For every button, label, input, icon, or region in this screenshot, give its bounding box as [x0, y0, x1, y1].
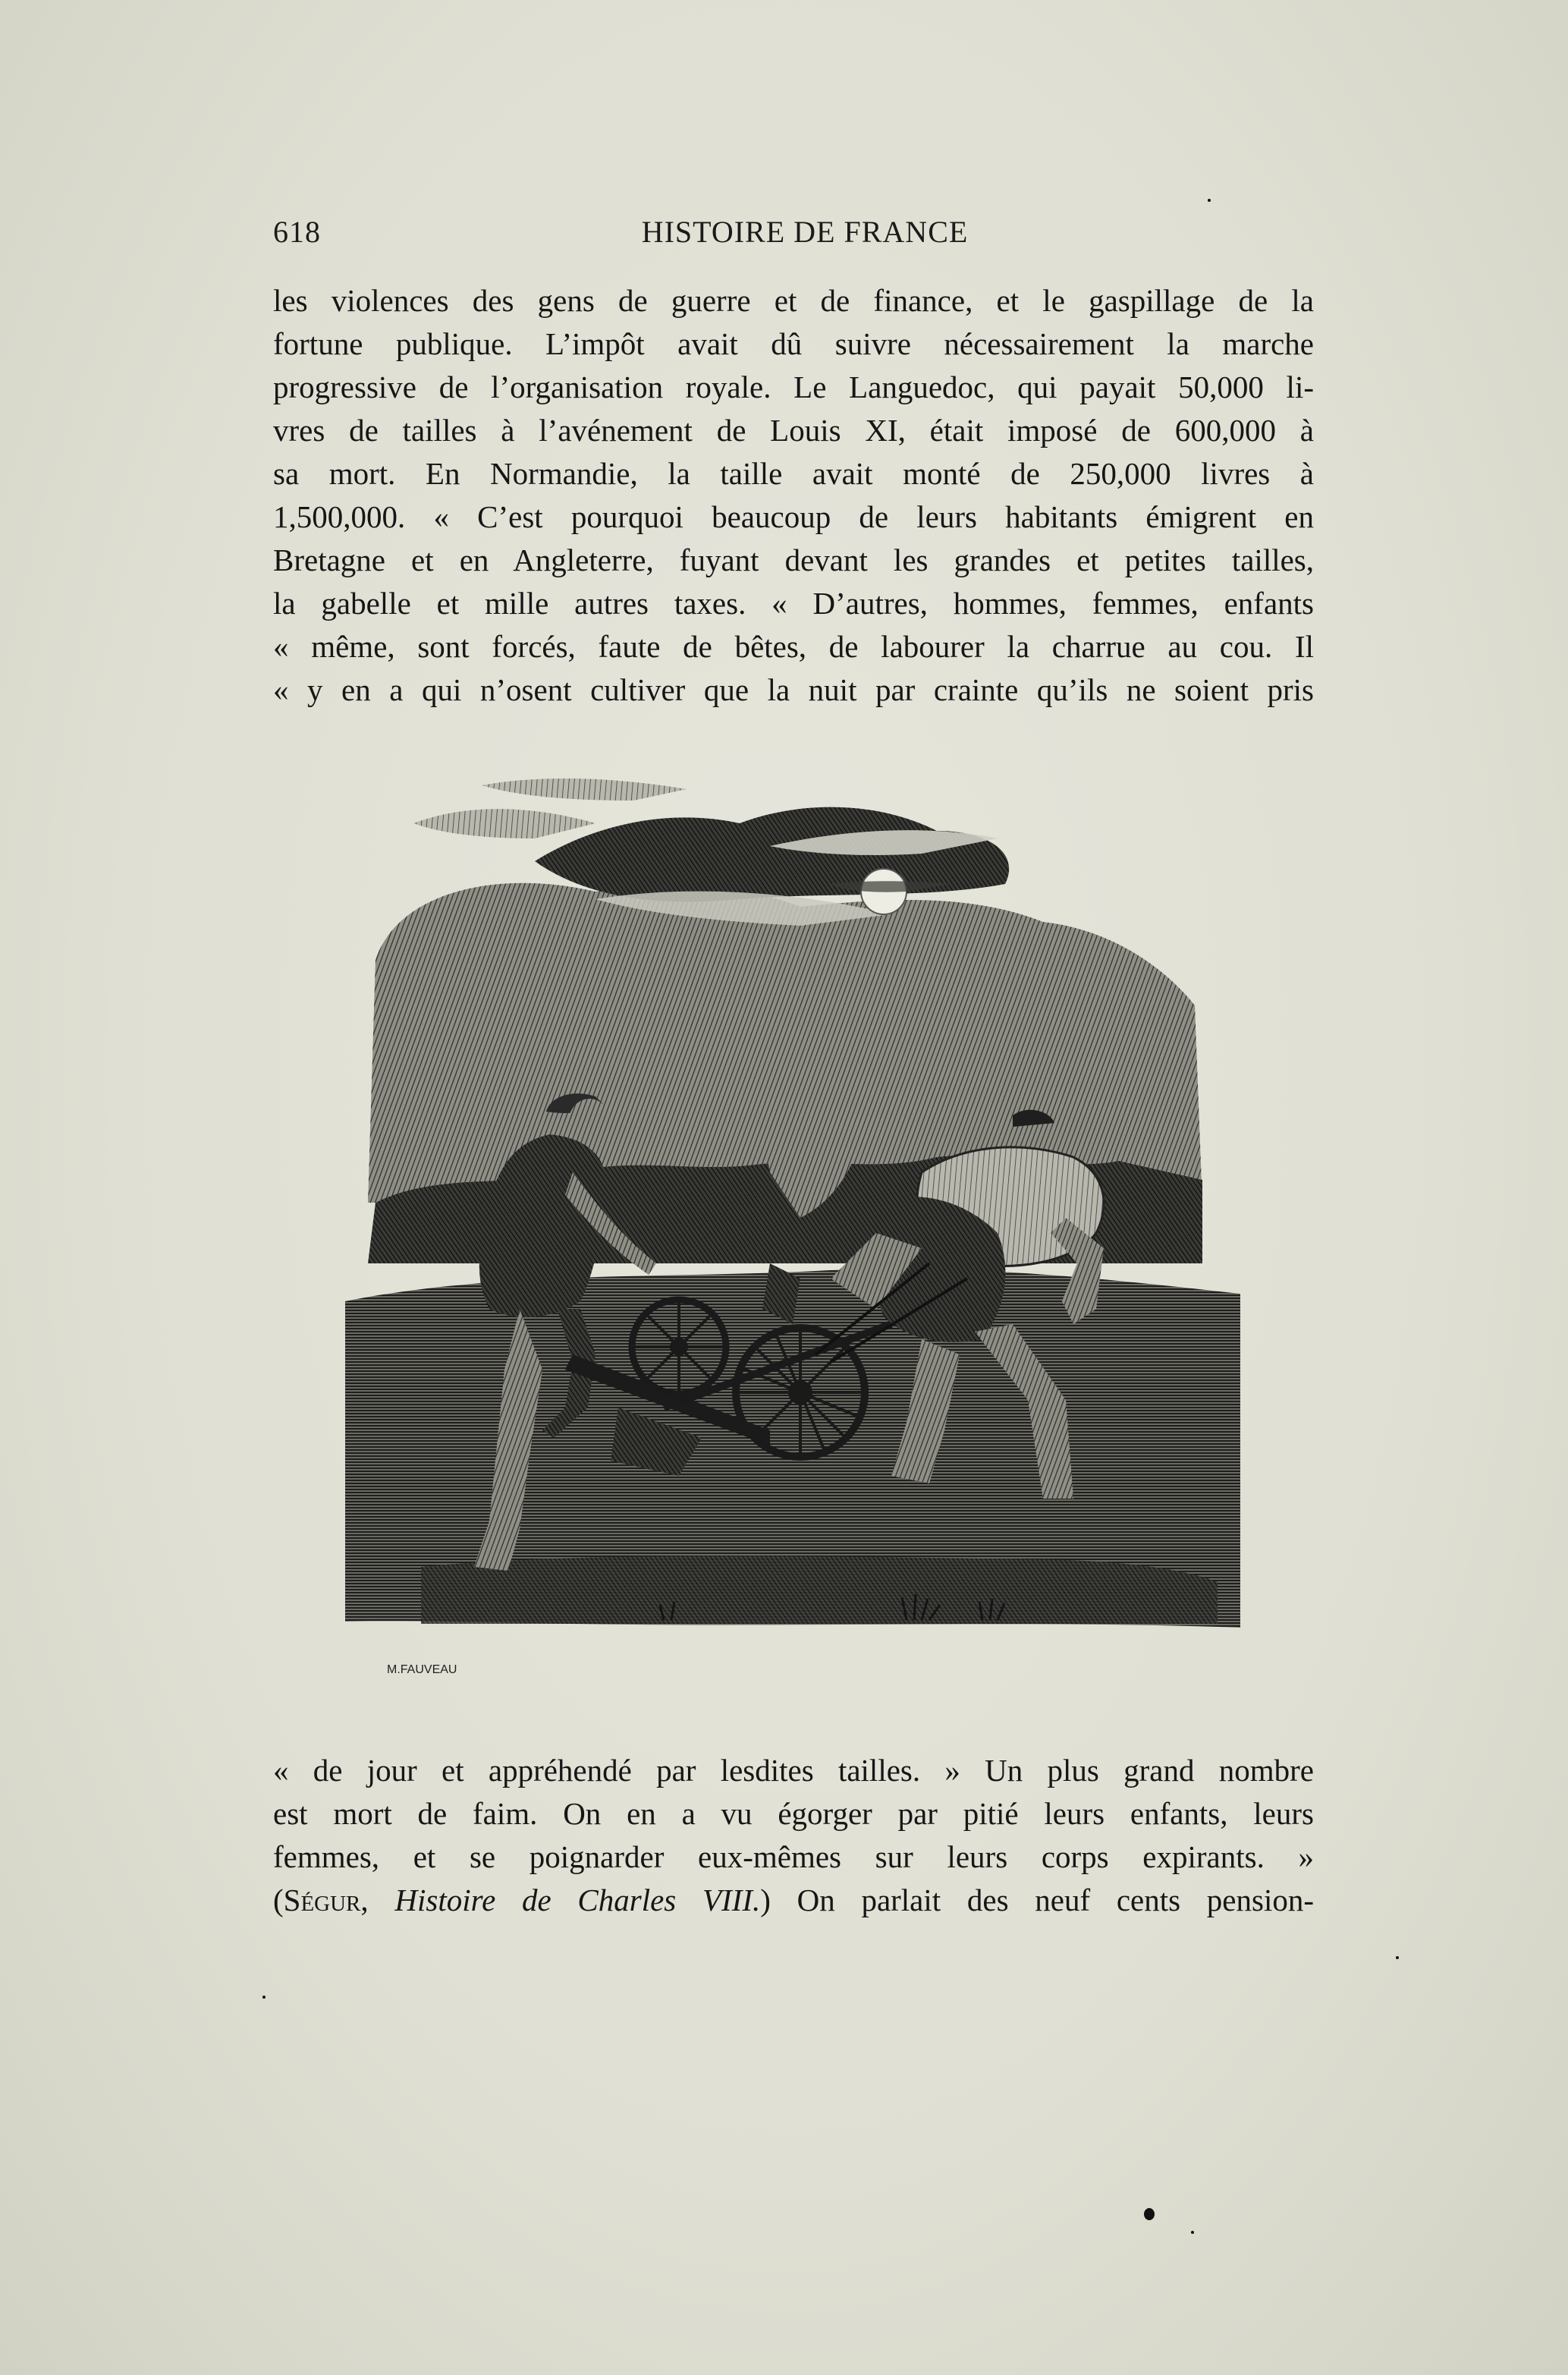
ink-spot	[262, 1996, 266, 1999]
citation-sep: ,	[360, 1883, 395, 1917]
body-text-top	[273, 279, 1314, 712]
text-line: femmes, et se poignarder eux-mêmes sur leurs corps expirants. »	[273, 1839, 1314, 1874]
citation-open: (	[273, 1883, 284, 1917]
text-line: « de jour et appréhendé par lesdites tailles. » Un plus grand nombre	[273, 1753, 1314, 1788]
citation-author: Ségur	[283, 1883, 361, 1917]
text-line: « même, sont forcés, faute de bêtes, de labourer la charrue au cou. Il	[273, 629, 1314, 664]
text-line: fortune publique. L’impôt avait dû suivre nécessairement la marche	[273, 326, 1314, 361]
text-line: progressive de l’organisation royale. Le Languedoc, qui payait 50,000 li-	[273, 370, 1314, 404]
ink-spot	[1191, 2231, 1194, 2234]
text-line: Bretagne et en Angleterre, fuyant devant les grandes et petites tailles,	[273, 543, 1314, 577]
page-number: 618	[273, 215, 321, 249]
engraver-signature: M.FAUVEAU	[387, 1663, 457, 1676]
text-line: la gabelle et mille autres taxes. « D’autres, hommes, femmes, enfants	[273, 586, 1314, 621]
text-line: est mort de faim. On en a vu égorger par pitié leurs enfants, leurs	[273, 1796, 1314, 1831]
ink-spot	[1396, 1956, 1399, 1959]
running-title: HISTOIRE DE FRANCE	[641, 215, 969, 249]
page-header	[273, 214, 1314, 250]
text-line: les violences des gens de guerre et de finance, et le gaspillage de la	[273, 283, 1314, 318]
ink-spot	[1144, 2208, 1155, 2220]
text-line: « y en a qui n’osent cultiver que la nuit par crainte qu’ils ne soient pris	[273, 672, 1314, 707]
body-text-bottom	[273, 1749, 1314, 1922]
citation-work: Histoire de Charles VIII.	[394, 1883, 761, 1917]
text-line: vres de tailles à l’avénement de Louis XI, était imposé de 600,000 à	[273, 413, 1314, 448]
citation-rest: ) On parlait des neuf cents pension-	[760, 1883, 1315, 1917]
ink-spot	[1208, 199, 1211, 202]
night-plowing-engraving	[345, 778, 1240, 1677]
text-line: sa mort. En Normandie, la taille avait monté de 250,000 livres à	[273, 456, 1314, 491]
citation-line	[273, 1879, 1314, 1922]
text-line: 1,500,000. « C’est pourquoi beaucoup de leurs habitants émigrent en	[273, 499, 1314, 534]
